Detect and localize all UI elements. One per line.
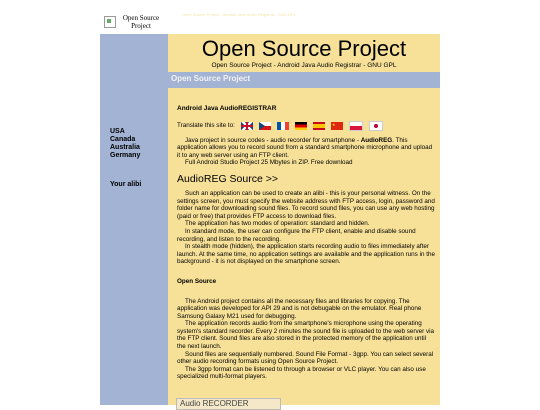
section-heading: Open Source bbox=[177, 277, 217, 285]
para-3: In standard mode, the user can configure the FTP client, enable and disable sound recording, and listen to the recording. bbox=[177, 227, 416, 243]
flag-jp-icon[interactable] bbox=[369, 121, 383, 131]
para-2: The application has two modes of operation: standard and hidden. bbox=[185, 220, 370, 228]
flag-uk-icon[interactable] bbox=[241, 122, 253, 130]
para-5: The Android project contains all the necessary files and libraries for copying. The application was developed for API 29 and is not debugable on the emulator. Real phone Samsung Galaxy M21 used for debugging. bbox=[177, 297, 422, 320]
translate-bar bbox=[177, 121, 435, 131]
strip-title: Open Source Project bbox=[171, 74, 251, 83]
intro-text-2: . This application allows you to record sound from a standard smartphone microphone and upload it to any web server using an FTP client. bbox=[177, 136, 433, 159]
flag-pl-icon[interactable] bbox=[349, 121, 363, 131]
article bbox=[177, 105, 435, 381]
flag-es-icon[interactable] bbox=[313, 122, 325, 130]
para-7: Sound files are sequentially numbered. Sound File Format - 3gpp. You can select several other audio recording formats using Open Source Project. bbox=[177, 350, 434, 366]
flag-fr-icon[interactable] bbox=[277, 122, 289, 130]
top-note: Open Source Project - Android Java Audio Registrar - GNU GPL bbox=[182, 12, 296, 17]
article-heading: Android Java AudioREGISTRAR bbox=[177, 105, 277, 112]
intro-paragraph bbox=[177, 137, 435, 167]
lang-australia[interactable]: Australia bbox=[110, 144, 140, 151]
intro-bold: AudioREG bbox=[360, 136, 393, 144]
para-1: Such an application can be used to create an alibi - this is your personal witness. On the settings screen, you must specify the website address with FTP access, login, password and folder name for downloading sound files. To record sound files, you can use any web hosting (paid or free) that provides FTP access to download files. bbox=[177, 189, 435, 220]
flag-cn-icon[interactable] bbox=[331, 122, 343, 130]
lang-usa[interactable]: USA bbox=[110, 128, 125, 135]
page-subtitle: Open Source Project - Android Java Audio Registrar - GNU GPL bbox=[211, 62, 397, 69]
translate-label: Translate this site to: bbox=[177, 121, 235, 129]
para-8: The 3gpp format can be listened to through a browser or VLC player. You can also use specialized multi-format players. bbox=[177, 365, 426, 381]
main-content bbox=[168, 88, 440, 405]
flag-de-icon[interactable] bbox=[295, 122, 307, 130]
intro-download: Full Android Studio Project 25 Mbytes in ZIP. Free download bbox=[185, 159, 353, 167]
recorder-banner[interactable]: Audio RECORDER bbox=[176, 398, 281, 410]
page-title: Open Source Project bbox=[201, 36, 407, 61]
intro-text-1: Java project in source codes - audio recorder for smartphone - bbox=[185, 136, 361, 144]
sidebar-alibi-link[interactable]: Your alibi bbox=[110, 181, 142, 188]
flag-cz-icon[interactable] bbox=[259, 122, 271, 130]
page-wrapper bbox=[100, 0, 440, 408]
source-link[interactable]: AudioREG Source >> bbox=[177, 172, 278, 185]
page-header bbox=[168, 34, 440, 72]
broken-image-icon bbox=[104, 16, 116, 28]
lang-canada[interactable]: Canada bbox=[110, 136, 136, 143]
para-4: In stealth mode (hidden), the application starts recording audio to files immediately after launch. At the same time, no application settings are available and the application runs in the background - it is not displayed on the smartphone screen. bbox=[177, 243, 435, 266]
section-strip bbox=[168, 72, 440, 88]
logo[interactable] bbox=[100, 14, 170, 34]
lang-germany[interactable]: Germany bbox=[110, 152, 141, 159]
logo-alt-text: Open Source Project bbox=[122, 14, 160, 30]
left-sidebar bbox=[100, 34, 168, 405]
language-list bbox=[110, 128, 140, 160]
para-6: The application records audio from the smartphone's microphone using the operating system's standard recorder. Every 2 minutes the sound file is uploaded to the web server via the FTP client. Sound files are also stored in the protected memory of the application until the next launch. bbox=[177, 320, 435, 351]
